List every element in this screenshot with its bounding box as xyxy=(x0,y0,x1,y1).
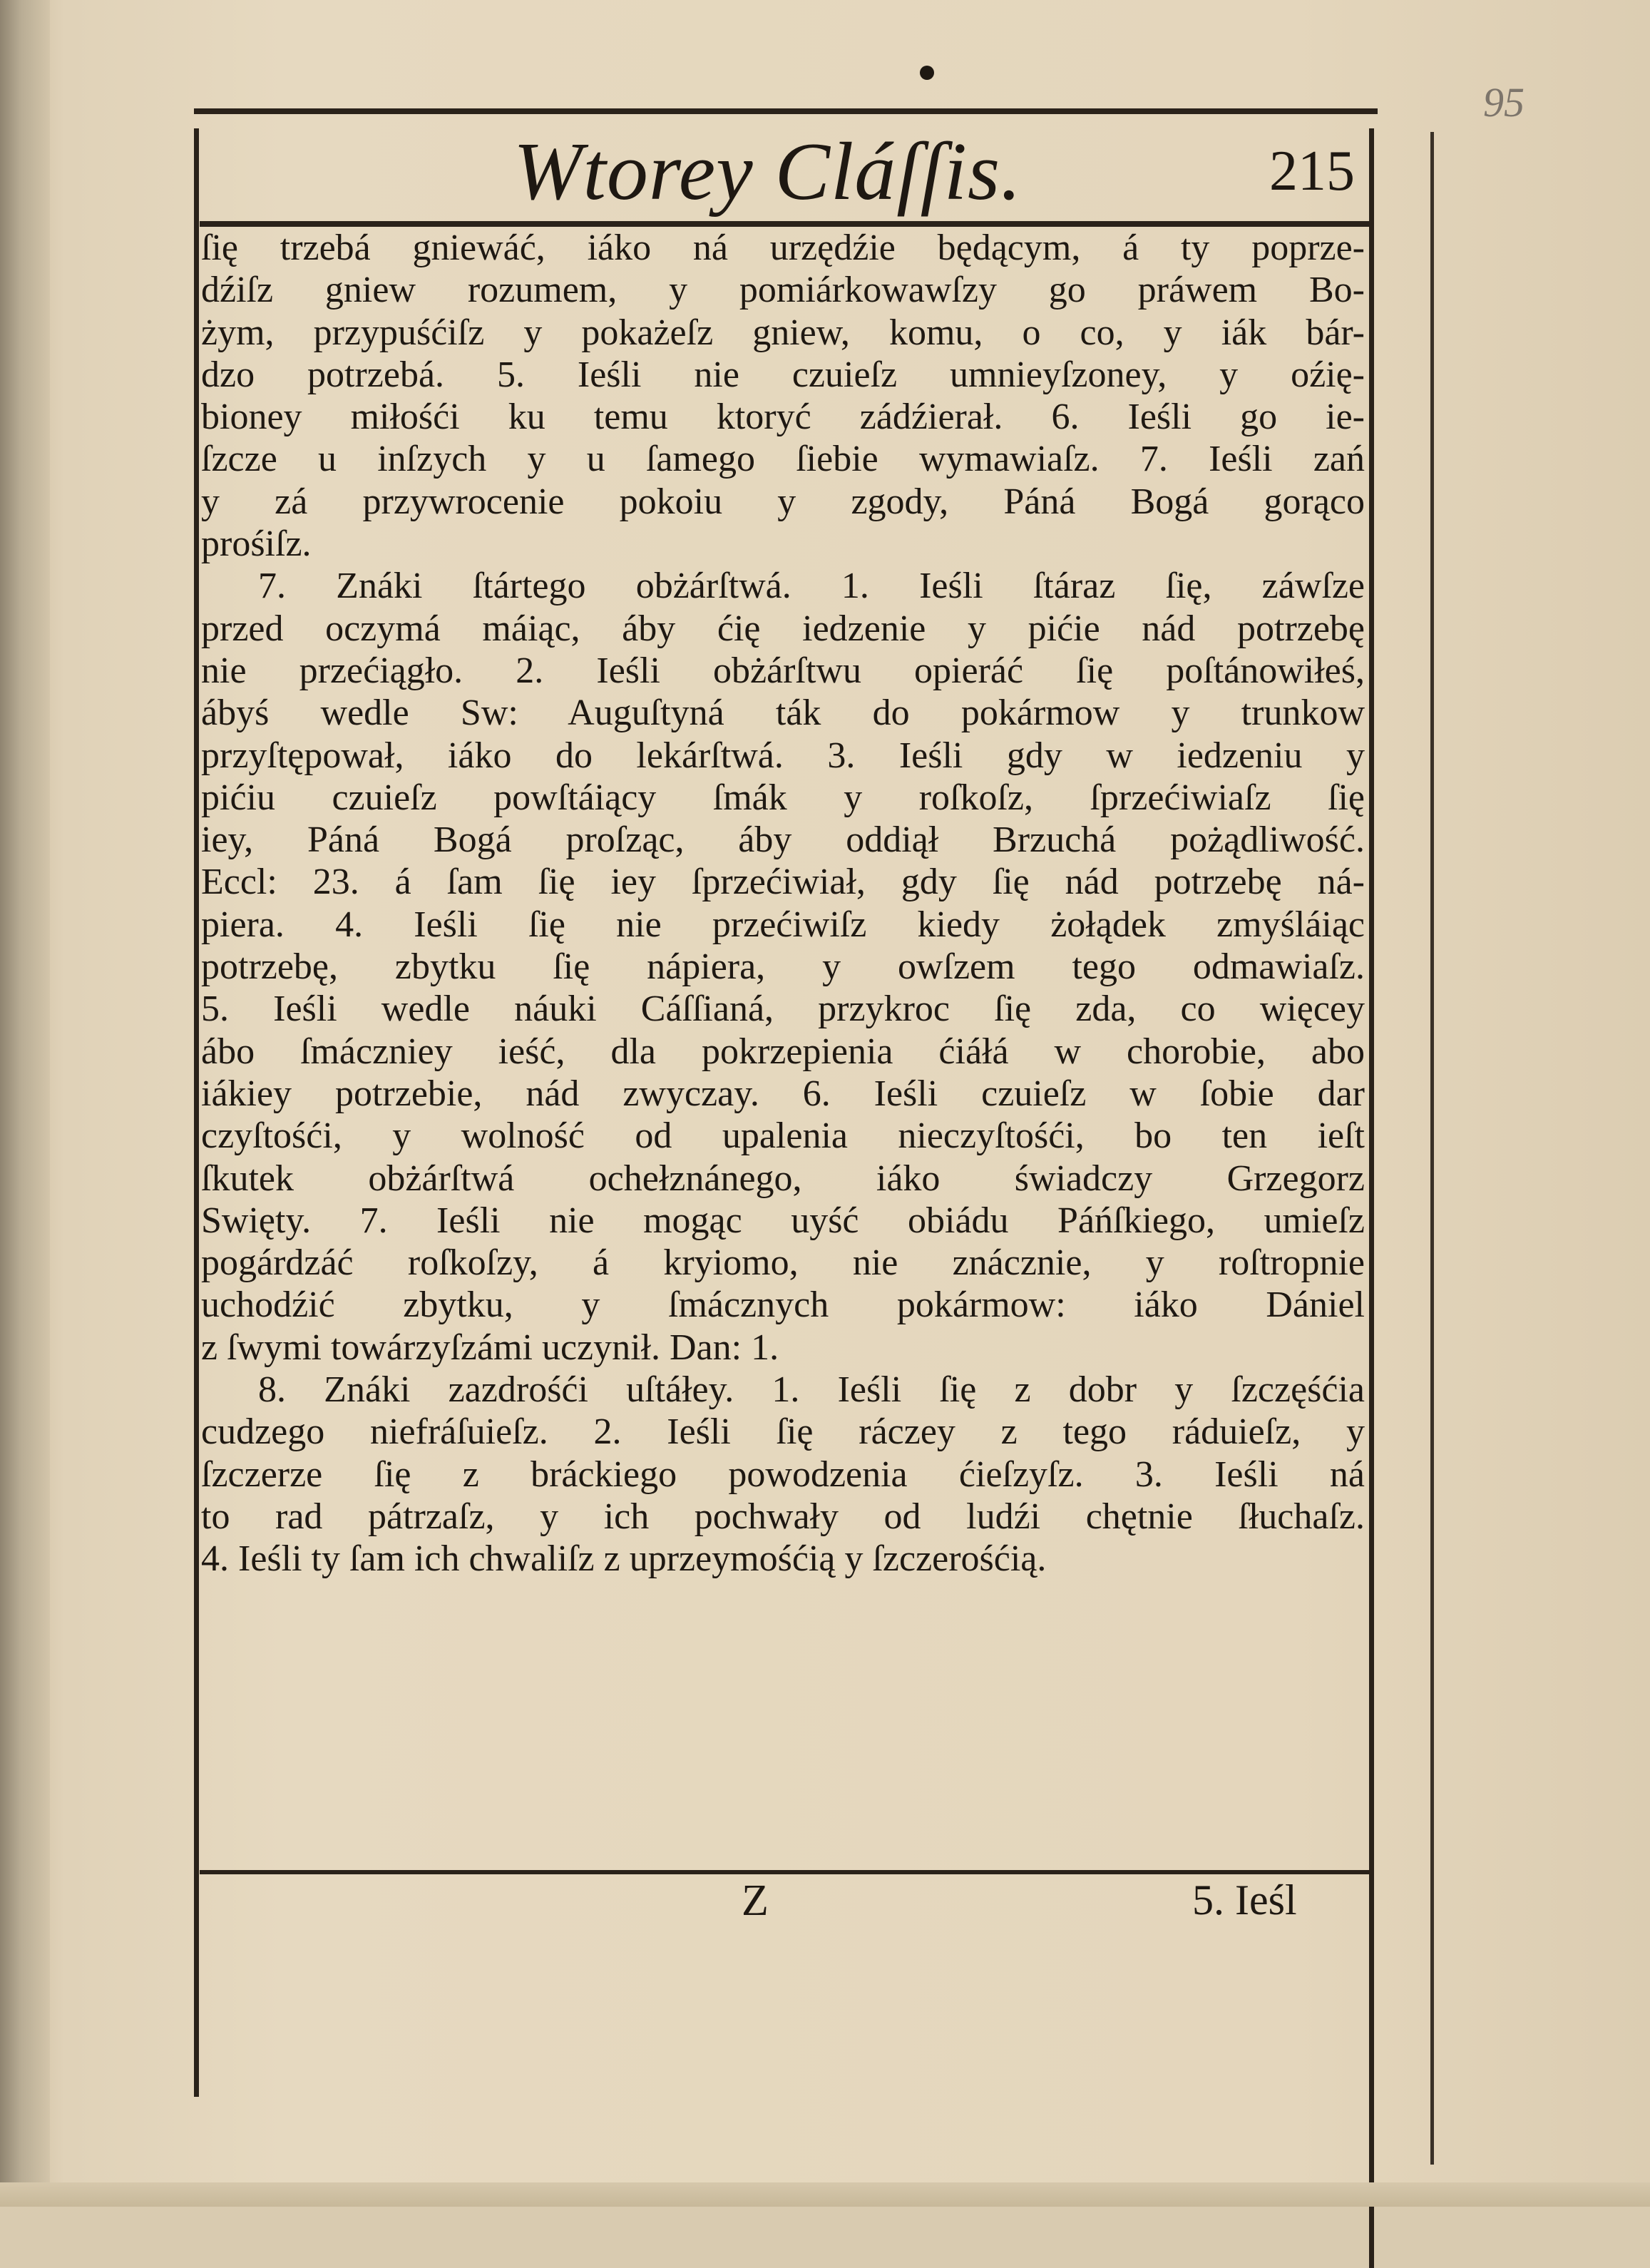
text-line: bioney miłośći ku temu ktoryć zádźierał. 6. Ieśli go ie- xyxy=(201,397,1365,438)
text-line: iey, Páná Bogá proſząc, áby oddiął Brzuchá pożądliwość. xyxy=(201,819,1365,861)
text-line: prośiſz. xyxy=(201,523,312,565)
text-line: piera. 4. Ieśli ſię nie przećiwiſz kiedy żołądek zmyśláiąc xyxy=(201,904,1365,945)
text-line: ſkutek obżárſtwá ochełznánego, iáko świadczy Grzegorz xyxy=(201,1158,1365,1199)
text-line: przed oczymá máiąc, áby ćię iedzenie y pićie nád potrzebę xyxy=(201,608,1365,649)
text-line: ábyś wedle Sw: Auguſtyná ták do pokármow y trunkow xyxy=(201,693,1365,734)
text-line: potrzebę, zbytku ſię nápiera, y owſzem tego odmawiaſz. xyxy=(201,946,1365,988)
book-spine xyxy=(0,0,50,2207)
text-line: Eccl: 23. á ſam ſię iey ſprzećiwiał, gdy ſię nád potrzebę ná- xyxy=(201,862,1365,903)
ink-dot xyxy=(920,66,934,80)
header-rule xyxy=(200,221,1369,227)
text-line: przyſtępował, iáko do lekárſtwá. 3. Ieśli gdy w iedzeniu y xyxy=(201,735,1365,776)
body-text xyxy=(201,227,1365,1580)
page-bottom-edge xyxy=(0,2182,1650,2207)
text-line: 7. Znáki ſtártego obżárſtwá. 1. Ieśli ſtáraz ſię, záwſze xyxy=(258,566,1365,607)
text-line: dzo potrzebá. 5. Ieśli nie czuieſz umnieyſzoney, y oźię- xyxy=(201,354,1365,395)
text-line: 8. Znáki zazdrośći uſtáłey. 1. Ieśli ſię z dobr y ſzczęśćia xyxy=(258,1369,1365,1411)
text-line: 5. Ieśli wedle náuki Cáſſianá, przykroc ſię zda, co więcey xyxy=(201,989,1365,1030)
text-line: cudzego niefráſuieſz. 2. Ieśli ſię ráczey z tego ráduieſz, y xyxy=(201,1411,1365,1453)
page-number: 215 xyxy=(1269,140,1355,203)
frame-right-rule xyxy=(1369,128,1374,2268)
outer-vertical-rule xyxy=(1430,132,1434,2165)
text-line: ſzcze u inſzych y u ſamego ſiebie wymawiaſz. 7. Ieśli zań xyxy=(201,439,1365,480)
text-line: ábo ſmáczniey ieść, dla pokrzepienia ćiáłá w chorobie, abo xyxy=(201,1031,1365,1072)
signature-mark: Z xyxy=(742,1876,769,1925)
text-line: Swięty. 7. Ieśli nie mogąc uyść obiádu Páńſkiego, umieſz xyxy=(201,1200,1365,1241)
text-line: iákiey potrzebie, nád zwyczay. 6. Ieśli czuieſz w ſobie dar xyxy=(201,1073,1365,1114)
frame-left-rule xyxy=(194,128,199,2097)
text-line: pogárdzáć roſkoſzy, á kryiomo, nie znácznie, y roſtropnie xyxy=(201,1242,1365,1284)
catchword: 5. Ieśl xyxy=(1192,1876,1297,1924)
text-line: pićiu czuieſz powſtáiący ſmák y roſkoſz, ſprzećiwiaſz ſię xyxy=(201,777,1365,818)
page-header xyxy=(200,125,1369,225)
text-line: żym, przypuśćiſz y pokażeſz gniew, komu, o co, y iák bár- xyxy=(201,312,1365,353)
text-line: ſię trzebá gniewáć, iáko ná urzędźie będącym, á ty poprze- xyxy=(201,228,1365,268)
text-line: ſzczerze ſię z bráckiego powodzenia ćieſzyſz. 3. Ieśli ná xyxy=(201,1454,1365,1495)
text-line: 4. Ieśli ty ſam ich chwaliſz z uprzeymośćią y ſzczerośćią. xyxy=(201,1538,1047,1580)
text-line: to rad pátrzaſz, y ich pochwały od ludźi chętnie ſłuchaſz. xyxy=(201,1496,1365,1537)
text-line: z ſwymi towárzyſzámi uczynił. Dan: 1. xyxy=(201,1327,779,1368)
text-line: nie przećiągło. 2. Ieśli obżárſtwu opieráć ſię poſtánowiłeś, xyxy=(201,650,1365,691)
text-line: uchodźić zbytku, y ſmácznych pokármow: iáko Dániel xyxy=(201,1284,1365,1326)
folio-note: 95 xyxy=(1483,79,1525,126)
frame-top-rule xyxy=(194,108,1378,114)
footer-rule xyxy=(200,1870,1369,1874)
text-line: dźiſz gniew rozumem, y pomiárkowawſzy go práwem Bo- xyxy=(201,270,1365,311)
text-line: y zá przywrocenie pokoiu y zgody, Páná Bogá gorąco xyxy=(201,481,1365,522)
text-line: czyſtośći, y wolność od upalenia nieczyſtośći, bo ten ieſt xyxy=(201,1115,1365,1157)
running-title: Wtorey Cláſſis. xyxy=(513,126,1023,218)
